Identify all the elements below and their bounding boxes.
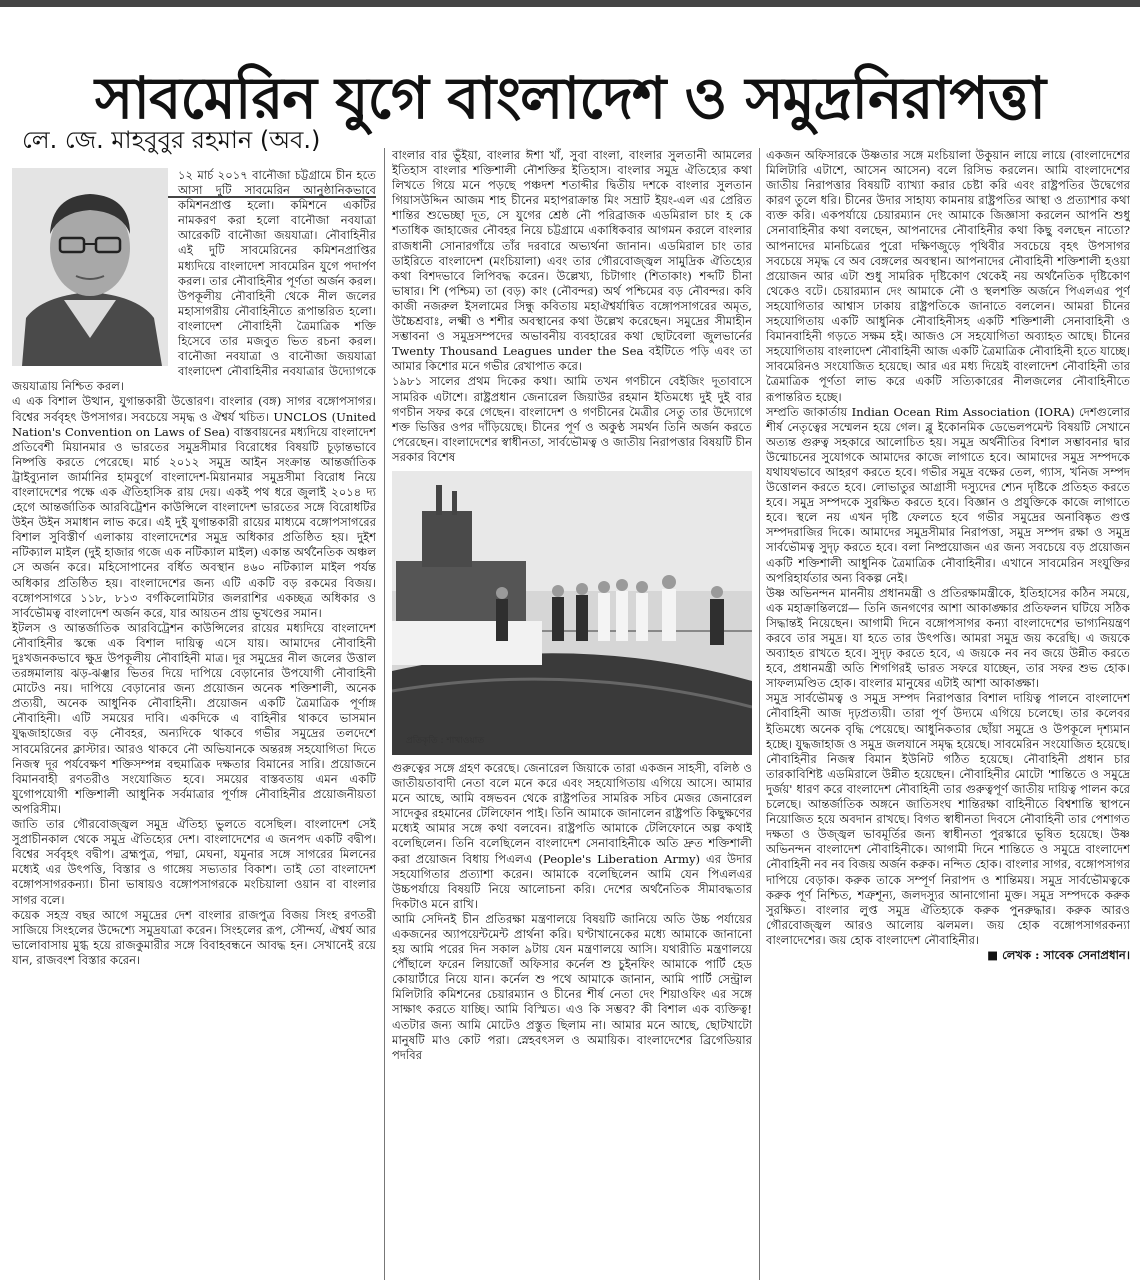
column-1 xyxy=(12,168,376,1280)
author-note: ■ লেখক : সাবেক সেনাপ্রধান। xyxy=(987,947,1130,962)
paragraph: সমুদ্র সার্বভৌমত্ব ও সমুদ্র সম্পদ নিরাপত্তার বিশাল দায়িত্ব পালনে বাংলাদেশ নৌবাহিনী আজ দৃঢ়প্রত্যয়ী। তারা পূর্ণ উদ্যমে এগিয়ে চলেছে। তার কলেবর ইতিমধ্যে অনেক বৃদ্ধি পেয়েছে। আধুনিকতার ছোঁয়া সমুদ্রে ও উপকূলে দৃশ্যমান হচ্ছে। যুদ্ধজাহাজ ও সমুদ্র জলযানে সমৃদ্ধ হয়েছে। সাবমেরিন সংযোজিত হয়েছে। নৌবাহিনীর নিজস্ব বিমান ইউনিট গঠিত হয়েছে। নৌবাহিনী প্রধান চার তারকাবিশিষ্ট এডমিরালে উন্নীত হয়েছেন। নৌবাহিনীর মোটো 'শান্তিতে ও সমুদ্রে দুর্জয়' ধারণ করে বাংলাদেশ নৌবাহিনী তার গুরুত্বপূর্ণ জাতীয় দায়িত্ব পালন করে চলেছে। আন্তর্জাতিক অঙ্গনে জাতিসংঘ শান্তিরক্ষা বাহিনীতে বিশ্বশান্তি স্থাপনে নিয়োজিত হয়ে অবদান রাখছে। বিগত স্বাধীনতা দিবসে নৌবাহিনী তার পেশাগত দক্ষতা ও উজ্জ্বল ভাবমূর্তির জন্য স্বাধীনতা পুরস্কারে ভূষিত হয়েছে। উষ্ণ অভিনন্দন বাংলাদেশ নৌবাহিনীকে। আগামী দিনে শান্তিতে ও সমুদ্রে বাংলাদেশ নৌবাহিনী নব নব বিজয় অর্জন করুক। নন্দিত হোক। বাংলার সাগর, বঙ্গোপসাগর দাপিয়ে বেড়াক। করুক তাকে সম্পূর্ণ নিরাপদ ও শান্তিময়। সমুদ্র সার্বভৌমত্বকে করুক পূর্ণ নিশ্চিত, শত্রুশূন্য, জলদস্যুর আনাগোনা মুক্ত। সমুদ্র সম্পদকে করুক সুরক্ষিত। বাংলার লুপ্ত সমুদ্র ঐতিহ্যকে করুক পুনরুদ্ধার। করুক আরও গৌরবোজ্জ্বল আরও আলোয় ঝলমল। জয় হোক বঙ্গোপসাগরকন্যা বাংলাদেশের। জয় হোক বাংলাদেশ নৌবাহিনীর। xyxy=(766,691,1130,947)
submarine-photo xyxy=(392,471,752,755)
paragraph: সম্প্রতি জাকার্তায় Indian Ocean Rim Association (IORA) দেশগুলোর শীর্ষ নেতৃত্বের সম্মেলন হয়ে গেল। ব্লু ইকোনমিক ডেভেলপমেন্ট বিষয়টি সেখানে অত্যন্ত গুরুত্ব সহকারে আলোচিত হয়। সমুদ্র অর্থনীতির বিশাল সম্ভাবনার দ্বার উন্মোচনের সুযোগকে আমাদের কাজে লাগাতে হবে। আমাদের সমুদ্র সম্পদকে যথাযথভাবে আহরণ করতে হবে। গভীর সমুদ্র বক্ষের তেল, গ্যাস, খনিজ সম্পদ উত্তোলন করতে হবে। লোভাতুর আগ্রাসী দস্যুদের শ্যেন দৃষ্টিকে প্রতিহত করতে হবে। সমুদ্র সম্পদকে সুরক্ষিত করতে হবে। বিজ্ঞান ও প্রযুক্তিকে কাজে লাগাতে হবে। স্থলে নয় এখন দৃষ্টি ফেলতে হবে গভীর সমুদ্রের অনাবিষ্কৃত গুপ্ত সম্পদরাজির দিকে। আমাদের সমুদ্রসীমার নিরাপত্তা, সমুদ্র সম্পদ রক্ষা ও সমুদ্র সার্বভৌমত্ব সুদৃঢ় করতে হবে। বলা নিষ্প্রয়োজন এর জন্য সবচেয়ে বড় প্রয়োজন একটি শক্তিশালী আধুনিক ত্রৈমাত্রিক নৌবাহিনীর। এখানে সাবমেরিন সংযুক্তির অপরিহার্যতার অন্য বিকল্প নেই। xyxy=(766,404,1130,585)
author-photo xyxy=(12,168,168,366)
paragraph: গুরুত্বের সঙ্গে গ্রহণ করেছে। জেনারেল জিয়াকে তারা একজন সাহসী, বলিষ্ঠ ও জাতীয়তাবাদী নেতা বলে মনে করে এবং সহযোগিতায় এগিয়ে আসে। আমার মনে আছে, আমি বঙ্গভবন থেকে রাষ্ট্রপতির সামরিক সচিব মেজর জেনারেল সাদেকুর রহমানের টেলিফোন পাই। তিনি আমাকে জানালেন রাষ্ট্রপতি কিছুক্ষণের মধ্যেই আমার সঙ্গে কথা বলবেন। রাষ্ট্রপতি আমাকে টেলিফোনে অল্প কথাই বলেছিলেন। তিনি বলেছিলেন বাংলাদেশ সেনাবাহিনীকে অতি দ্রুত শক্তিশালী করা প্রয়োজন বিধায় পিএলএ (People's Liberation Army) এর উদার সহযোগিতার প্রত্যাশা করেন। আমাকে বলেছিলেন আমি যেন পিএলএর উচ্চপর্যায়ে বিষয়টি নিয়ে আলোচনা করি। দেশের অর্থনৈতিক সীমাবদ্ধতার দিকটাও মনে রাখি। xyxy=(392,760,752,911)
headline: সাবমেরিন যুগে বাংলাদেশ ও সমুদ্রনিরাপত্তা xyxy=(94,63,1046,132)
submarine-deck-image xyxy=(392,471,752,755)
paragraph: কয়েক সহস্র বছর আগে সমুদ্রের দেশ বাংলার রাজপুত্র বিজয় সিংহ রণতরী সাজিয়ে সিংহলের উদ্দেশ্যে সমুদ্রযাত্রা করেন। সিংহলের রূপ, সৌন্দর্য, ঐশ্বর্য আর ভালোবাসায় মুগ্ধ হয়ে রাজকুমারীর সঙ্গে বিবাহবন্ধনে আবদ্ধ হন। সেখানেই রয়ে যান, রাজবংশ বিস্তার করেন। xyxy=(12,907,376,967)
paragraph: আমি সেদিনই চীন প্রতিরক্ষা মন্ত্রণালয়ে বিষয়টি জানিয়ে অতি উচ্চ পর্যায়ের একজনের অ্যাপয়েন্টমেন্ট প্রার্থনা করি। ঘণ্টাখানেকের মধ্যে আমাকে জানানো হয় আমি পরের দিন সকাল ৯টায় যেন মন্ত্রণালয়ে আসি। যথারীতি মন্ত্রণালয়ে পৌঁছালে ফরেন লিয়াজোঁ অফিসার কর্নেল শু চুইনফিং আমাকে পার্টি হেড কোয়ার্টারে নিয়ে যান। কর্নেল শু পথে আমাকে জানান, আমি পার্টি সেন্ট্রাল মিলিটারি কমিশনের চেয়ারম্যান ও চীনের শীর্ষ নেতা দেং শিয়াওফিং এর সঙ্গে সাক্ষাৎ করতে যাচ্ছি। আমি বিস্মিত। এও কি সম্ভব? কী বিশাল এক ব্যক্তিত্ব! এতটার জন্য আমি মোটেও প্রস্তুত ছিলাম না। আমার মনে আছে, ছোটখাটো মানুষটি মাও কোট পরা। স্নেহবৎসল ও অমায়িক। বাংলাদেশের ব্রিগেডিয়ার পদবির xyxy=(392,911,752,1062)
paragraph: এ এক বিশাল উত্থান, যুগান্তকারী উত্তোরণ। বাংলার (বঙ্গ) সাগর বঙ্গোপসাগর। বিশ্বের সর্ববৃহৎ উপসাগর। সবচেয়ে সমৃদ্ধ ও ঐশ্বর্য খচিত। UNCLOS (United Nation's Convention on Laws of Sea) বাস্তবায়নের মধ্যদিয়ে বাংলাদেশ প্রতিবেশী মিয়ানমার ও ভারতের সমুদ্রসীমার বিরোধের বিষয়টি চূড়ান্তভাবে নিষ্পত্তি করতে পেরেছে। মার্চ ২০১২ সমুদ্র আইন সংক্রান্ত আন্তর্জাতিক ট্রাইব্যুনাল জার্মানির হামবুর্গে বাংলাদেশ-মিয়ানমার সমুদ্রসীমা বিরোধ নিয়ে বাংলাদেশের পক্ষে এক ঐতিহাসিক রায় দেয়। একই পথ ধরে জুলাই ২০১৪ দ্য হেগে আন্তর্জাতিক আরবিট্রেশন কাউন্সিলে বাংলাদেশ ভারতের সঙ্গে বিরোধটির উইন উইন সমাধান লাভ করে। এই দুই যুগান্তকারী রায়ের মাধ্যমে বঙ্গোপসাগরের বিশাল সুবিস্তীর্ণ এলাকায় বাংলাদেশের সমুদ্র অধিকার প্রতিষ্ঠিত হয়। দুইশ নটিক্যাল মাইল (দুই হাজার গজে এক নটিক্যাল মাইল) একান্ত অর্থনৈতিক অঞ্চল সে অর্জন করে। মহিসোপানের বর্ধিত অবস্থান ৪৬০ নটিক্যাল মাইল পর্যন্ত অধিকার প্রতিষ্ঠিত হয়। বাংলাদেশের জন্য এটি একটি বড় রকমের বিজয়। বঙ্গোপসাগরে ১১৮, ৮১৩ বর্গকিলোমিটার জলরাশির একচ্ছত্র অধিকার ও সার্বভৌমত্ব বাংলাদেশ অর্জন করে, যার আয়তন প্রায় ভূখণ্ডের সমান। xyxy=(12,394,376,620)
paragraph: উষ্ণ অভিনন্দন মাননীয় প্রধানমন্ত্রী ও প্রতিরক্ষামন্ত্রীকে, ইতিহাসের কঠিন সময়ে, এক মহাক্রান্তিলগ্নে— তিনি জনগণের আশা আকাঙ্ক্ষার প্রতিফলন ঘটিয়ে সঠিক সিদ্ধান্তই নিয়েছেন। আগামী দিনে বঙ্গোপসাগর কন্যা বাংলাদেশের ভাগ্যনিয়ন্ত্রণ করবে তার সমুদ্র। যা হতে তার উৎপত্তি। আমরা সমুদ্র জয় করেছি। এ জয়কে অব্যাহত রাখতে হবে। সুদৃঢ় করতে হবে, এ জয়কে নব নব জয়ে উন্নীত করতে হবে, প্রধানমন্ত্রী অতি শিগগিরই ভারত সফরে যাচ্ছেন, তার সফর শুভ হোক। সাফল্যমণ্ডিত হোক। বাংলার মানুষের এটাই আশা আকাঙ্ক্ষা। xyxy=(766,585,1130,691)
column-2 xyxy=(392,148,752,1280)
column-divider-2 xyxy=(759,148,760,1280)
paragraph: একজন অফিসারকে উষ্ণতার সঙ্গে মংচিয়ালা উকুয়ান লায়ে লায়ে (বাংলাদেশের মিলিটারি এটাশে, আসেন আসেন) বলে রিসিভ করলেন। আমি বাংলাদেশের জাতীয় নিরাপত্তার বিষয়টি ব্যাখ্যা করার চেষ্টা করি এবং রাষ্ট্রপতির উদ্বেগের কারণ তুলে ধরি। চীনের উদার সাহায্য কামনায় রাষ্ট্রপতির আস্থা ও প্রত্যাশার কথা ব্যক্ত করি। একপর্যায়ে চেয়ারম্যান দেং আমাকে জিজ্ঞাসা করলেন আপনি শুধু সেনাবাহিনীর কথা বলছেন, আপনাদের নৌবাহিনীর কথা কিছু বলছেন নাতো? আপনাদের মানচিত্রের পুরো দক্ষিণজুড়ে পৃথিবীর সবচেয়ে বৃহৎ উপসাগর সবচেয়ে সমৃদ্ধ বে অব বেঙ্গলের অবস্থান। আপনাদের নৌবাহিনী শক্তিশালী হওয়া প্রয়োজন আর এটা শুধু সামরিক দৃষ্টিকোণ থেকেই নয় অর্থনৈতিক দৃষ্টিকোণ থেকেও বটে। চেয়ারম্যান দেং আমাকে নৌ ও স্থলশক্তি অর্জনে পিএলএর পূর্ণ সহযোগিতার আশ্বাস ঢাকায় রাষ্ট্রপতিকে জানাতে বললেন। আমরা চীনের সহযোগিতায় একটি আধুনিক নৌবাহিনীসহ একটি শক্তিশালী সেনাবাহিনী ও বিমানবাহিনী গড়তে সক্ষম হই। আজও সে সহযোগিতা অব্যাহত আছে। চীনের সহযোগিতায় বাংলাদেশ নৌবাহিনী আজ একটি ত্রৈমাত্রিক নৌবাহিনী হতে যাচ্ছে। সাবমেরিনও সংযোজিত হয়েছে। আর এর মধ্য দিয়েই বাংলাদেশ নৌবাহিনী তার ত্রৈমাত্রিক পূর্ণতা লাভ করে একটি সত্যিকারের নীলজলের নৌবাহিনীতে রূপান্তরিত হচ্ছে। xyxy=(766,148,1130,404)
photo-credit: প্রতিকৃতি : শাখাওয়াত xyxy=(406,735,485,746)
paragraph: ইটলস ও আন্তর্জাতিক আরবিট্রেশন কাউন্সিলের রায়ের মধ্যদিয়ে বাংলাদেশ নৌবাহিনীর স্কন্ধে এক বিশাল দায়িত্ব এসে যায়। আমাদের নৌবাহিনী দুঃখজনকভাবে ক্ষুদ্র উপকূলীয় নৌবাহিনী মাত্র। দূর সমুদ্রের নীল জলের উত্তাল তরঙ্গমালায় ঝড়-ঝঞ্ঝার ভিতর দিয়ে দাপিয়ে বেড়ানোর উপযোগী নৌবাহিনী মোটেও নয়। দাপিয়ে বেড়ানোর জন্য প্রয়োজন অনেক শক্তিশালী, অনেক প্রত্যয়ী, অনেক আধুনিক নৌবাহিনী। প্রয়োজন একটি ত্রৈমাত্রিক পূর্ণাঙ্গ নৌবাহিনী। এটি সময়ের দাবি। একদিকে এ বাহিনীর থাকবে ভাসমান যুদ্ধজাহাজের বড় নৌবহর, অন্যদিকে থাকবে গভীর সমুদ্রের তলদেশে সাবমেরিনের ক্লাস্টার। আরও থাকবে নৌ অভিযানকে অন্তরঙ্গ সহযোগিতা দিতে নিজস্ব দূর পর্যবেক্ষণ শক্তিসম্পন্ন বহুমাত্রিক দক্ষতার বিমানের সারি। প্রয়োজনে বিমানবাহী রণতরীও সংযোজিত হবে। সময়ের বাস্তবতায় এমন একটি যুগোপযোগী শক্তিশালী আধুনিক সর্বমাত্রার পূর্ণাঙ্গ নৌবাহিনীর প্রয়োজনীয়তা অপরিসীম। xyxy=(12,620,376,816)
column-3 xyxy=(766,148,1130,1280)
column-divider-1 xyxy=(384,148,385,1280)
top-rule xyxy=(0,0,1140,7)
paragraph: বাংলার বার ভুঁইয়া, বাংলার ঈশা খাঁ, সুবা বাংলা, বাংলার সুলতানী আমলের ইতিহাস বাংলার শক্তিশালী নৌশক্তির ইতিহাস। বাংলার সমুদ্র ঐতিহ্যের কথা লিখতে গিয়ে মনে পড়ছে পঞ্চদশ শতাব্দীর দ্বিতীয় দশকে বাংলার সুলতান গিয়াসউদ্দিন আজম শাহ চীনের মহাপরাক্রান্ত মিং সম্রাট ইয়ং-এল এর প্রেরিত শান্তির শুভেচ্ছা দূত, সে যুগের শ্রেষ্ঠ নৌ পরিব্রাজক এডমিরাল চাং হ কে শতাধিক জাহাজের নৌবহর নিয়ে চট্টগ্রামে একাধিকবার আগমন করলে বাংলার রাজধানী সোনারগাঁয়ে তাঁর দরবারে অভ্যর্থনা জানান। এডমিরাল চাং তার ডাইরিতে বাংলাদেশ (মংচিয়ালা) এবং তার গৌরবোজ্জ্বল সামুদ্রিক ঐতিহ্যের কথা বিশদভাবে লিপিবদ্ধ করেন। উল্লেখ্য, চিটাগাং (শিতাকাং) শব্দটি চীনা ভাষার। শি (পশ্চিম) তা (বড়) কাং (নৌবন্দর) অর্থ পশ্চিমের বড় নৌবন্দর। কবি কাজী নজরুল ইসলামের সিন্ধু কবিতায় মহাঐশ্বর্যান্বিত বঙ্গোপসাগরের অমৃত, উচ্চৈশ্রবাঃ, লক্ষ্মী ও শশীর অবস্থানের কথা উল্লেখ করেছেন। সমুদ্রের সীমাহীন সম্ভাবনা ও সমুদ্রসম্পদের অভাবনীয় ব্যবহারের কথা ছোটবেলা জুলভার্নের Twenty Thousand Leagues under the Sea বইটিতে পড়ি এবং তা আমার কিশোর মনে গভীর রেখাপাত করে। xyxy=(392,148,752,374)
author-portrait-image xyxy=(12,168,168,366)
paragraph: ১২ মার্চ ২০১৭ বানৌজা চট্টগ্রামে চীন হতে আসা দুটি সাবমেরিন আনুষ্ঠানিকভাবে কমিশনপ্রাপ্ত হলো। কমিশনে একটির নামকরণ করা হলো বানৌজা নবযাত্রা আরেকটি বানৌজা জয়যাত্রা। নৌবাহিনীর এই দুটি সাবমেরিনের কমিশনপ্রাপ্তির মধ্যদিয়ে বাংলাদেশ সাবমেরিন যুগে পদার্পণ করল। তার নৌবাহিনীর পূর্ণতা অর্জন করল। উপকূলীয় নৌবাহিনী থেকে নীল জলের মহাসাগরীয় নৌবাহিনীতে রূপান্তরিত হলো। বাংলাদেশ নৌবাহিনী ত্রৈমাত্রিক শক্তি হিসেবে তার মজবুত ভিত রচনা করল। বানৌজা নবযাত্রা ও বানৌজা জয়যাত্রা বাংলাদেশ নৌবাহিনীর নবযাত্রার উদ্যোগকে জয়যাত্রায় নিশ্চিত করল। xyxy=(12,168,376,394)
paragraph: জাতি তার গৌরবোজ্জ্বল সমুদ্র ঐতিহ্য ভুলতে বসেছিল। বাংলাদেশ সেই সুপ্রাচীনকাল থেকে সমুদ্র ঐতিহ্যের দেশ। বাংলাদেশের এ জনপদ একটি বদ্বীপ। বিশ্বের সর্ববৃহৎ বদ্বীপ। ব্রহ্মপুত্র, পদ্মা, মেঘনা, যমুনার সঙ্গে সাগরের মিলনের মধ্যেই এর উৎপত্তি, বিস্তার ও গাঙ্গেয় সভ্যতার বিকাশ। তাই তো বাংলাদেশ বঙ্গোপসাগরকন্যা। চীনা ভাষায়ও বঙ্গোপসাগরকে মংচিয়ালা ওয়ান বা বাংলার সাগর বলে। xyxy=(12,817,376,907)
byline: লে. জে. মাহবুবুর রহমান (অব.) xyxy=(22,126,321,154)
paragraph: ১৯৮১ সালের প্রথম দিকের কথা। আমি তখন গণচীনে বেইজিং দূতাবাসে সামরিক এটাশে। রাষ্ট্রপ্রধান জেনারেল জিয়াউর রহমান ইতিমধ্যে দুই দুই বার গণচীন সফর করে গেছেন। বাংলাদেশ ও গণচীনের মৈত্রীর সেতু তার উদ্যোগে শক্ত ভিত্তির ওপর দাঁড়িয়েছে। চীনের পূর্ণ ও অকুণ্ঠ সমর্থন তিনি অর্জন করতে পেরেছেন। বাংলাদেশের স্বাধীনতা, সার্বভৌমত্ব ও জাতীয় নিরাপত্তার বিষয়টি চীন সরকার বিশেষ xyxy=(392,374,752,464)
